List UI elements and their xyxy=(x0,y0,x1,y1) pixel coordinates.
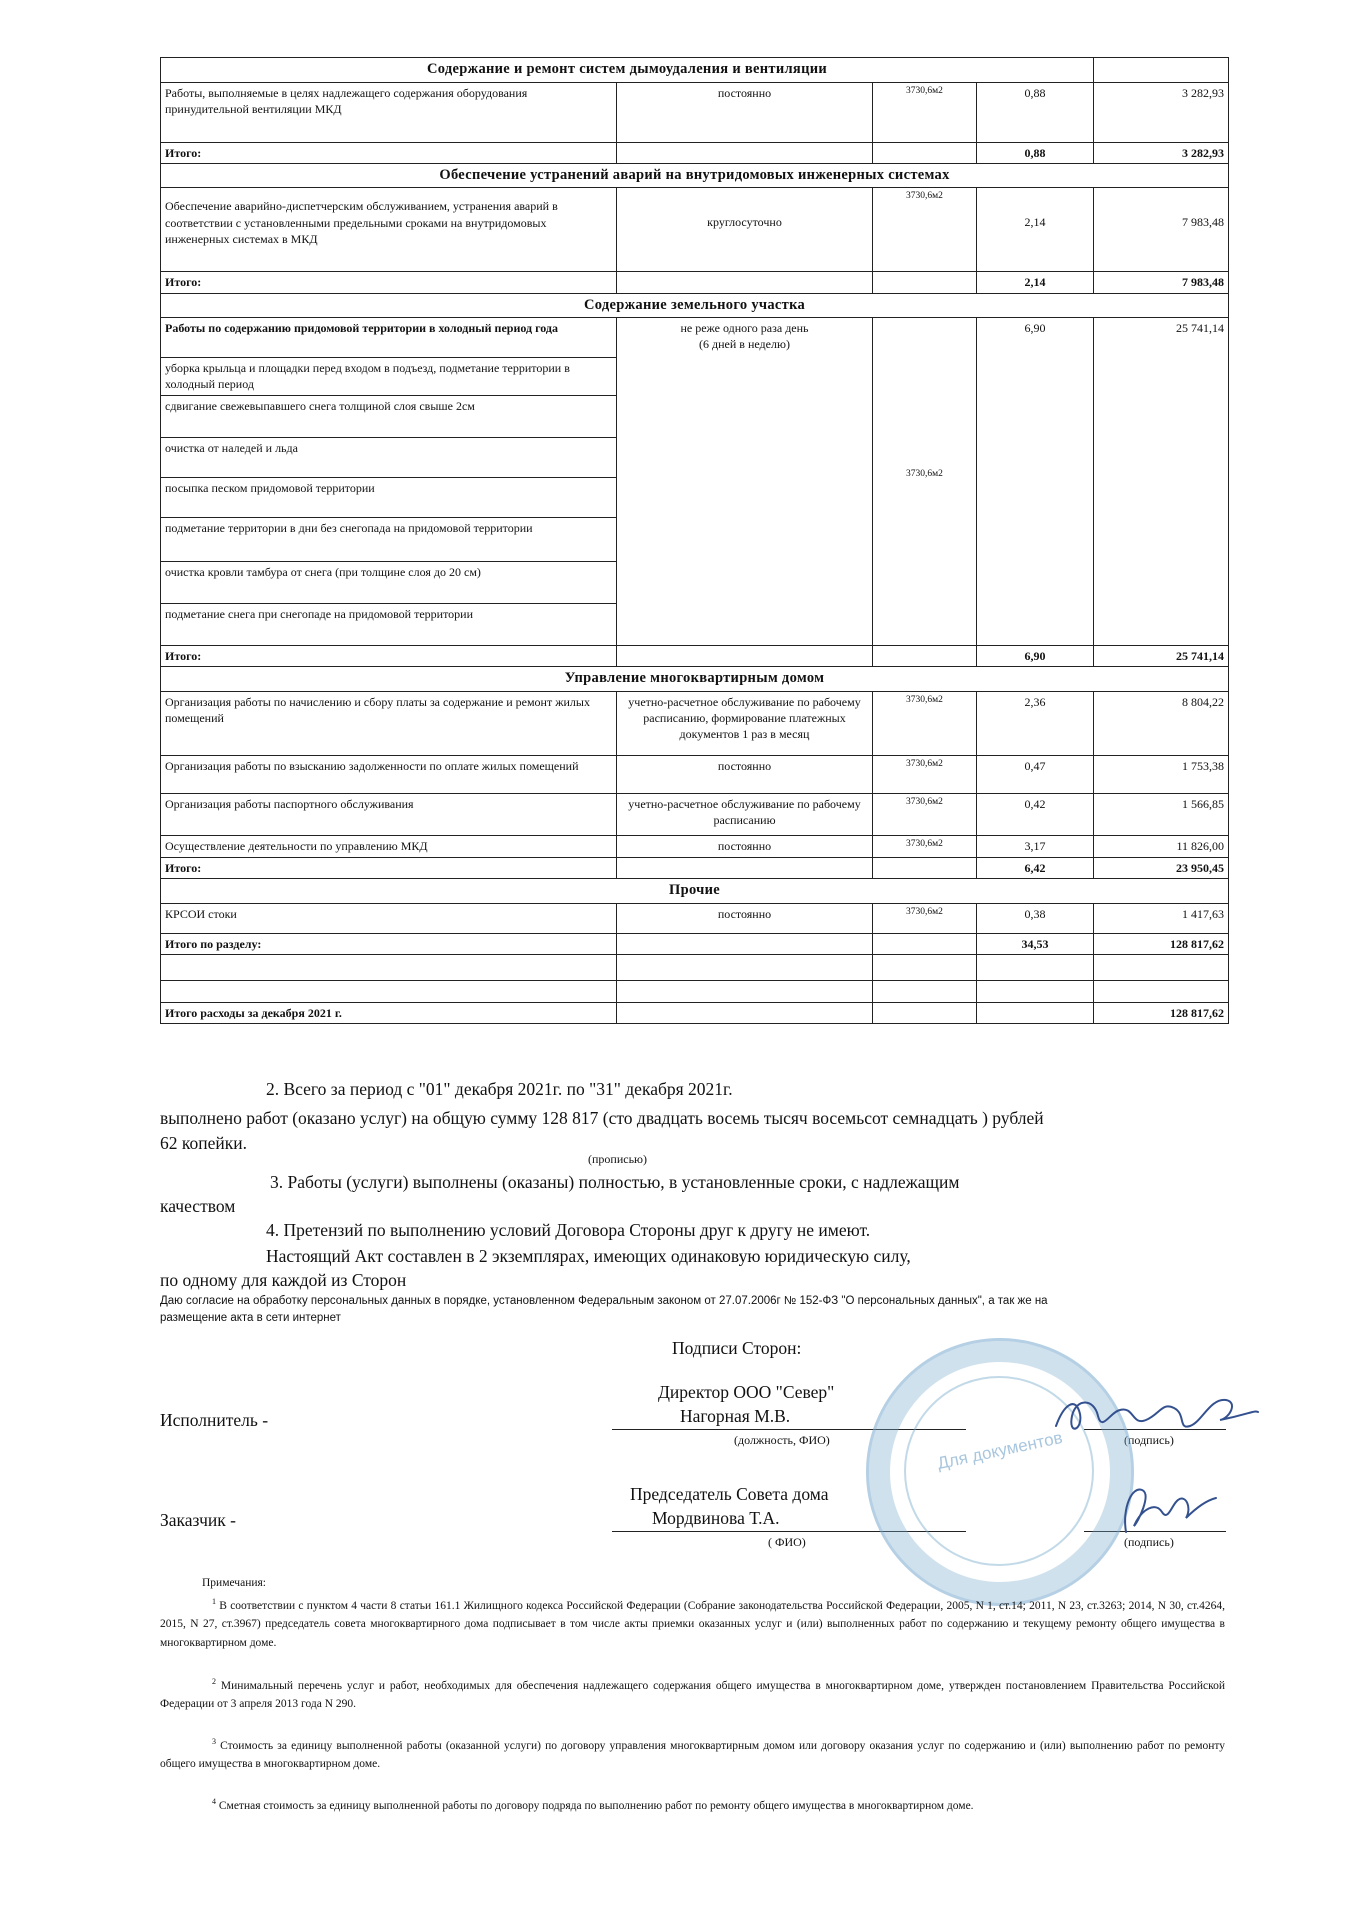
note-3-text: Стоимость за единицу выполненной работы (оказанной услуги) по договору управления многоквартирным домом или договору оказания услуг по содержанию и (или) выполнению работ по ремонту общего имущества в многоквартирном доме. xyxy=(160,1739,1226,1771)
total-row xyxy=(161,142,1229,163)
total-sum: 3 282,93 xyxy=(1094,142,1229,163)
paragraph-4: 4. Претензий по выполнению условий Договора Стороны друг к другу не имеют. xyxy=(266,1220,871,1240)
total-rate: 2,14 xyxy=(977,272,1094,293)
paragraph-3-line-2: качеством xyxy=(160,1196,236,1216)
land-work-item: очистка кровли тамбура от снега (при толщине слоя до 20 см) xyxy=(161,562,617,604)
company-stamp xyxy=(866,1338,1134,1606)
service-period: учетно-расчетное обслуживание по рабочему расписанию xyxy=(617,793,873,835)
section-total-rate: 34,53 xyxy=(977,933,1094,954)
land-rate: 6,90 xyxy=(977,318,1094,646)
service-period: постоянно xyxy=(617,755,873,793)
empty-row xyxy=(161,954,1229,980)
note-4-text: Сметная стоимость за единицу выполненной работы по договору подряда по выполнению работ по ремонту общего имущества в многоквартирном доме. xyxy=(218,1799,974,1812)
service-sum: 3 282,93 xyxy=(1094,82,1229,142)
land-work-heading: Работы по содержанию придомовой территории в холодный период года xyxy=(161,318,617,358)
total-label: Итого: xyxy=(161,857,617,878)
note-1 xyxy=(160,1596,1225,1652)
land-work-item: сдвигание свежевыпавшего снега толщиной слоя свыше 2см xyxy=(161,396,617,438)
table-row xyxy=(161,318,1229,358)
customer-name: Мордвинова Т.А. xyxy=(652,1508,780,1528)
total-rate: 6,90 xyxy=(977,646,1094,667)
executor-name: Нагорная М.В. xyxy=(680,1406,791,1426)
section-title-other: Прочие xyxy=(161,879,1229,904)
paragraph-3-line-1: 3. Работы (услуги) выполнены (оказаны) полностью, в установленные сроки, с надлежащим xyxy=(270,1172,960,1192)
total-sum: 25 741,14 xyxy=(1094,646,1229,667)
land-work-item: очистка от наледей и льда xyxy=(161,438,617,478)
executor-label: Исполнитель - xyxy=(160,1410,269,1430)
service-name: Организация работы по начислению и сбору платы за содержание и ремонт жилых помещений xyxy=(161,691,617,755)
section-total-sum: 128 817,62 xyxy=(1094,933,1229,954)
table-row xyxy=(161,691,1229,755)
section-title-management: Управление многоквартирным домом xyxy=(161,667,1229,692)
consent-line-2: размещение акта в сети интернет xyxy=(160,1312,341,1324)
service-rate: 2,14 xyxy=(977,188,1094,272)
consent-line-1: Даю согласие на обработку персональных данных в порядке, установленном Федеральным законом от 27.07.2006г № 152-ФЗ "О персональных данных", а так же на xyxy=(160,1295,1048,1307)
service-area: 3730,6м2 xyxy=(873,755,977,793)
note-2-text: Минимальный перечень услуг и работ, необходимых для обеспечения надлежащего содержания общего имущества в многоквартирном доме, утвержден постановлением Правительства Российской Федерации от 3 апреля 2013 года N 290. xyxy=(160,1679,1226,1711)
land-work-item: уборка крыльца и площадки перед входом в подъезд, подметание территории в холодный период xyxy=(161,358,617,396)
grand-total-row xyxy=(161,1002,1229,1023)
total-sum: 7 983,48 xyxy=(1094,272,1229,293)
customer-caption: ( ФИО) xyxy=(768,1535,806,1549)
paragraph-2-line-3: 62 копейки. xyxy=(160,1133,247,1153)
note-1-marker: 1 xyxy=(212,1597,216,1606)
land-period-line-1: не реже одного раза день xyxy=(680,321,809,336)
service-name: КРСОИ стоки xyxy=(161,903,617,933)
grand-total-label: Итого расходы за декабря 2021 г. xyxy=(161,1002,617,1023)
total-label: Итого: xyxy=(161,142,617,163)
customer-label: Заказчик - xyxy=(160,1510,236,1530)
service-period: круглосуточно xyxy=(617,188,873,272)
executor-sign-caption: (подпись) xyxy=(1124,1433,1174,1447)
service-area: 3730,6м2 xyxy=(873,903,977,933)
total-row xyxy=(161,857,1229,878)
note-2 xyxy=(160,1676,1225,1714)
in-words-caption: (прописью) xyxy=(588,1152,648,1166)
total-rate: 6,42 xyxy=(977,857,1094,878)
land-period xyxy=(617,318,873,646)
total-sum: 23 950,45 xyxy=(1094,857,1229,878)
table-row xyxy=(161,188,1229,272)
section-title-smoke: Содержание и ремонт систем дымоудаления и вентиляции xyxy=(161,58,1094,83)
service-area: 3730,6м2 xyxy=(873,793,977,835)
service-name: Обеспечение аварийно-диспетчерским обслуживанием, устранения аварий в соответствии с установленными предельными сроками на внутридомовых инженерных системах в МКД xyxy=(161,188,617,272)
note-4 xyxy=(160,1796,1225,1815)
table-row xyxy=(161,903,1229,933)
service-sum: 1 417,63 xyxy=(1094,903,1229,933)
land-work-item: подметание территории в дни без снегопада на придомовой территории xyxy=(161,518,617,562)
paragraph-2-line-1: 2. Всего за период с "01" декабря 2021г. по "31" декабря 2021г. xyxy=(266,1079,733,1099)
service-name: Организация работы паспортного обслуживания xyxy=(161,793,617,835)
section-title-emergency: Обеспечение устранений аварий на внутридомовых инженерных системах xyxy=(161,163,1229,188)
service-name: Осуществление деятельности по управлению МКД xyxy=(161,835,617,857)
land-work-item: посыпка песком придомовой территории xyxy=(161,478,617,518)
signatures-title: Подписи Сторон: xyxy=(672,1338,802,1358)
service-rate: 0,47 xyxy=(977,755,1094,793)
land-sum: 25 741,14 xyxy=(1094,318,1229,646)
service-rate: 2,36 xyxy=(977,691,1094,755)
service-rate: 0,42 xyxy=(977,793,1094,835)
section-title-land: Содержание земельного участка xyxy=(161,293,1229,318)
services-table xyxy=(160,57,1229,1024)
service-sum: 7 983,48 xyxy=(1094,188,1229,272)
customer-sign-caption: (подпись) xyxy=(1124,1535,1174,1549)
executor-caption: (должность, ФИО) xyxy=(734,1433,830,1447)
service-area: 3730,6м2 xyxy=(873,188,977,272)
land-area: 3730,6м2 xyxy=(873,318,977,646)
total-label: Итого: xyxy=(161,646,617,667)
service-rate: 0,88 xyxy=(977,82,1094,142)
paragraph-5-line-1: Настоящий Акт составлен в 2 экземплярах, имеющих одинаковую юридическую силу, xyxy=(266,1246,911,1266)
service-area: 3730,6м2 xyxy=(873,691,977,755)
executor-position: Директор ООО "Север" xyxy=(658,1382,835,1402)
stamp-text: Для документов xyxy=(935,1427,1065,1474)
notes-title: Примечания: xyxy=(202,1577,266,1589)
total-label: Итого: xyxy=(161,272,617,293)
table-row xyxy=(161,82,1229,142)
service-rate: 0,38 xyxy=(977,903,1094,933)
table-row xyxy=(161,793,1229,835)
service-sum: 1 566,85 xyxy=(1094,793,1229,835)
service-sum: 1 753,38 xyxy=(1094,755,1229,793)
total-row xyxy=(161,646,1229,667)
table-row xyxy=(161,755,1229,793)
land-work-item: подметание снега при снегопаде на придомовой территории xyxy=(161,604,617,646)
service-period: постоянно xyxy=(617,903,873,933)
empty-row xyxy=(161,980,1229,1002)
total-row xyxy=(161,933,1229,954)
note-3 xyxy=(160,1736,1225,1774)
service-period: постоянно xyxy=(617,835,873,857)
table-row xyxy=(161,835,1229,857)
service-sum: 8 804,22 xyxy=(1094,691,1229,755)
note-1-text: В соответствии с пунктом 4 части 8 статьи 161.1 Жилищного кодекса Российской Федерации (Собрание законодательства Российской Федерации, 2005, N 1, ст.14; 2011, N 23, ст.3263; 2014, N 30, ст.4264, 2015, N 27, ст.3967) председатель совета многоквартирного дома подписывает в том числе акты приемки оказанных услуг и (или) выполненных работ по содержанию и текущему ремонту общего имущества в многоквартирном доме. xyxy=(160,1599,1225,1649)
note-3-marker: 3 xyxy=(212,1737,216,1746)
executor-signature xyxy=(1050,1386,1260,1446)
service-period: постоянно xyxy=(617,82,873,142)
section-total-label: Итого по разделу: xyxy=(161,933,617,954)
paragraph-2-line-2: выполнено работ (оказано услуг) на общую сумму 128 817 (сто двадцать восемь тысяч восемьсот семнадцать ) рублей xyxy=(160,1108,1044,1128)
total-rate: 0,88 xyxy=(977,142,1094,163)
grand-total-sum: 128 817,62 xyxy=(1094,1002,1229,1023)
customer-position: Председатель Совета дома xyxy=(630,1484,829,1504)
service-area: 3730,6м2 xyxy=(873,82,977,142)
note-2-marker: 2 xyxy=(212,1677,216,1686)
service-name: Работы, выполняемые в целях надлежащего содержания оборудования принудительной вентиляции МКД xyxy=(161,82,617,142)
service-rate: 3,17 xyxy=(977,835,1094,857)
service-area: 3730,6м2 xyxy=(873,835,977,857)
service-name: Организация работы по взысканию задолженности по оплате жилых помещений xyxy=(161,755,617,793)
paragraph-5-line-2: по одному для каждой из Сторон xyxy=(160,1270,407,1290)
total-row xyxy=(161,272,1229,293)
service-period: учетно-расчетное обслуживание по рабочему расписанию, формирование платежных документов 1 раз в месяц xyxy=(617,691,873,755)
note-4-marker: 4 xyxy=(212,1797,216,1806)
customer-signature xyxy=(1112,1478,1222,1540)
land-period-line-2: (6 дней в неделю) xyxy=(699,337,790,352)
service-sum: 11 826,00 xyxy=(1094,835,1229,857)
